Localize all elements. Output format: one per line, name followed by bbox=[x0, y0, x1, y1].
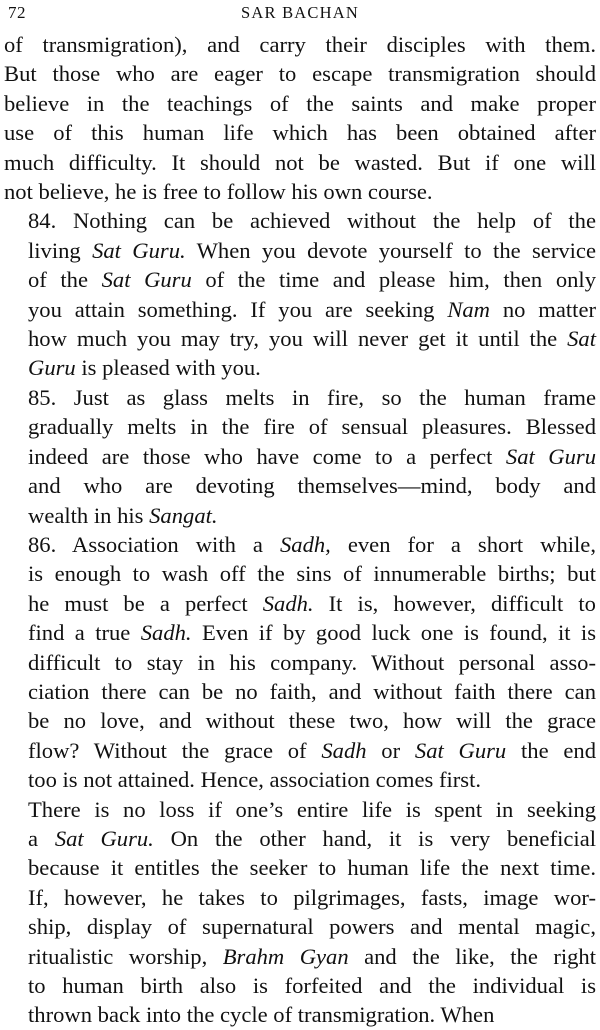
text-line bbox=[4, 59, 596, 88]
text-run: indeed are those who have come to a perfect bbox=[28, 443, 506, 469]
text-run: flow? Without the grace of bbox=[28, 737, 322, 763]
text-line bbox=[4, 559, 596, 588]
text-line bbox=[4, 736, 596, 765]
italic-term: Sat Guru. bbox=[54, 825, 154, 851]
text-run: find a true bbox=[28, 620, 141, 646]
text-line bbox=[4, 442, 596, 471]
paragraph-p84 bbox=[4, 206, 596, 382]
text-run: or bbox=[366, 737, 415, 763]
text-run: is enough to wash off the sins of innumerable births; but bbox=[28, 561, 596, 587]
text-line bbox=[4, 383, 596, 412]
text-line bbox=[4, 530, 596, 559]
text-line bbox=[4, 295, 596, 324]
text-run: to human birth also is forfeited and the individual is bbox=[28, 973, 596, 998]
text-run: But those who are eager to escape transmigration should bbox=[4, 61, 596, 87]
text-line bbox=[4, 265, 596, 294]
italic-term: Guru bbox=[28, 355, 76, 381]
text-line bbox=[4, 853, 596, 882]
text-line bbox=[4, 824, 596, 853]
paragraph-p86 bbox=[4, 530, 596, 795]
text-run: even for a short while, bbox=[330, 531, 596, 557]
text-run: he must be a perfect bbox=[28, 590, 263, 616]
italic-term: Sat Guru. bbox=[92, 237, 186, 263]
text-run: be no love, and without these two, how will the grace bbox=[28, 708, 596, 734]
text-run: is pleased with you. bbox=[75, 355, 261, 381]
text-run: ciation there can be no faith, and without faith there can bbox=[28, 678, 596, 704]
italic-term: Sangat. bbox=[149, 502, 218, 528]
running-head bbox=[4, 0, 596, 30]
italic-term: Sadh bbox=[321, 737, 367, 763]
text-run: a bbox=[28, 825, 55, 851]
text-run: too is not attained. Hence, association comes first. bbox=[28, 767, 482, 793]
text-run: gradually melts in the fire of sensual pleasures. Blessed bbox=[28, 414, 596, 440]
text-line bbox=[4, 912, 596, 941]
italic-term: Sat bbox=[567, 326, 596, 352]
text-run: It is, however, difficult to bbox=[313, 590, 596, 616]
text-run: wealth in his bbox=[28, 502, 150, 528]
text-line bbox=[4, 89, 596, 118]
text-run: There is no loss if one’s entire life is spent in seeking bbox=[28, 796, 596, 822]
body-text bbox=[4, 30, 596, 1030]
text-line bbox=[4, 971, 596, 1000]
text-run: and the like, the right bbox=[348, 943, 596, 969]
text-run: 85. Just as glass melts in fire, so the human frame bbox=[28, 384, 596, 410]
text-run: of the bbox=[28, 267, 102, 293]
italic-term: Sat Guru bbox=[414, 737, 507, 763]
text-run: use of this human life which has been obtained after bbox=[4, 120, 596, 146]
text-line bbox=[4, 589, 596, 618]
text-line bbox=[4, 706, 596, 735]
text-run: how much you may try, you will never get it until the bbox=[28, 326, 568, 352]
text-run: no matter bbox=[490, 296, 596, 322]
paragraph-p87 bbox=[4, 795, 596, 1030]
text-line bbox=[4, 883, 596, 912]
text-line bbox=[4, 412, 596, 441]
text-run: you attain something. If you are seeking bbox=[28, 296, 448, 322]
text-line bbox=[4, 206, 596, 235]
text-run: of transmigration), and carry their disciples with them. bbox=[4, 32, 596, 57]
running-title: SAR BACHAN bbox=[241, 3, 359, 22]
text-line bbox=[4, 765, 596, 794]
text-run: 84. Nothing can be achieved without the help of the bbox=[28, 208, 596, 234]
italic-term: Sadh. bbox=[140, 620, 192, 646]
text-line bbox=[4, 1000, 596, 1029]
text-line bbox=[4, 618, 596, 647]
text-line bbox=[4, 148, 596, 177]
text-line bbox=[4, 236, 596, 265]
text-run: On the other hand, it is very beneficial bbox=[153, 825, 597, 851]
text-run: much difficulty. It should not be wasted. But if one will bbox=[4, 149, 596, 175]
page-number: 72 bbox=[8, 3, 26, 22]
text-run: 86. Association with a bbox=[28, 531, 280, 557]
text-run: and who are devoting themselves—mind, body and bbox=[28, 473, 596, 499]
paragraph-p85 bbox=[4, 383, 596, 530]
text-run: the end bbox=[506, 737, 596, 763]
text-run: thrown back into the cycle of transmigration. When bbox=[28, 1002, 495, 1028]
text-run: not believe, he is free to follow his own course. bbox=[4, 179, 433, 205]
text-run: If, however, he takes to pilgrimages, fasts, image wor- bbox=[28, 884, 596, 910]
paragraph-p0 bbox=[4, 30, 596, 206]
text-line bbox=[4, 501, 596, 530]
text-line bbox=[4, 118, 596, 147]
text-run: ritualistic worship, bbox=[28, 943, 223, 969]
italic-term: Brahm Gyan bbox=[222, 943, 349, 969]
text-run: because it entitles the seeker to human life the next time. bbox=[28, 855, 596, 881]
text-run: believe in the teachings of the saints and make proper bbox=[4, 90, 596, 116]
italic-term: Nam bbox=[447, 296, 490, 322]
italic-term: Sat Guru bbox=[101, 267, 192, 293]
italic-term: Sadh. bbox=[262, 590, 314, 616]
text-line bbox=[4, 353, 596, 382]
text-line bbox=[4, 942, 596, 971]
text-run: When you devote yourself to the service bbox=[185, 237, 596, 263]
text-line bbox=[4, 648, 596, 677]
text-run: ship, display of supernatural powers and mental magic, bbox=[28, 914, 596, 940]
text-run: of the time and please him, then only bbox=[191, 267, 596, 293]
text-run: Even if by good luck one is found, it is bbox=[191, 620, 596, 646]
text-line bbox=[4, 795, 596, 824]
text-run: living bbox=[28, 237, 93, 263]
text-line bbox=[4, 324, 596, 353]
italic-term: Sadh, bbox=[279, 531, 331, 557]
text-line bbox=[4, 30, 596, 59]
text-line bbox=[4, 677, 596, 706]
italic-term: Sat Guru bbox=[505, 443, 596, 469]
text-line bbox=[4, 177, 596, 206]
text-line bbox=[4, 471, 596, 500]
text-run: difficult to stay in his company. Without personal asso- bbox=[28, 649, 596, 675]
